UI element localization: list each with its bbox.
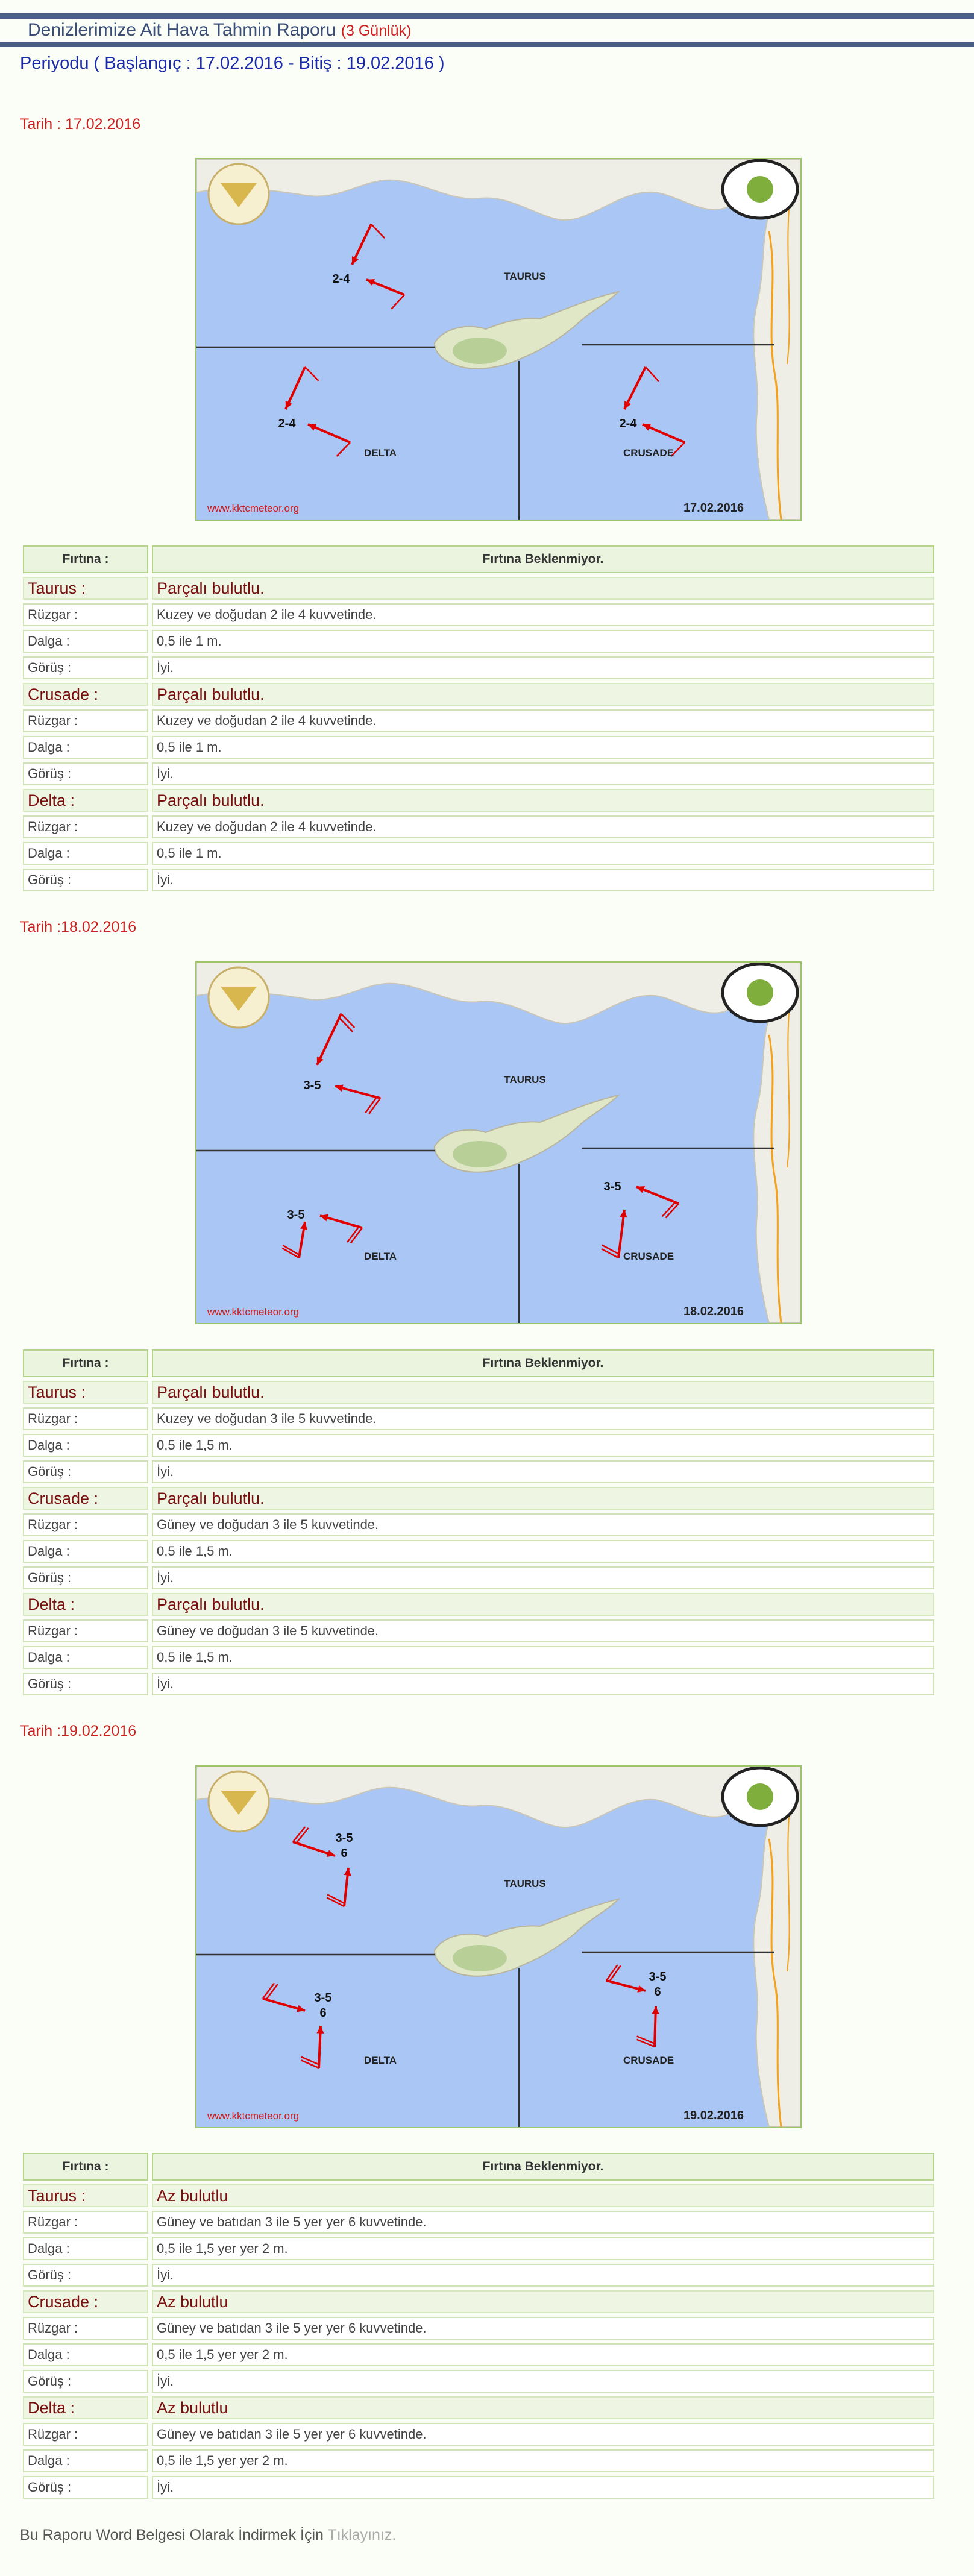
day-date-label: Tarih : 17.02.2016 — [20, 116, 141, 133]
sea-sky: Parçalı bulutlu. — [152, 577, 934, 600]
sea-sky: Parçalı bulutlu. — [152, 1487, 934, 1510]
wave-value: 0,5 ile 1,5 yer yer 2 m. — [152, 2449, 934, 2472]
region-label-taurus: TAURUS — [504, 271, 546, 282]
vis-row — [23, 1460, 934, 1483]
wave-value: 0,5 ile 1,5 m. — [152, 1540, 934, 1563]
wind-row — [23, 603, 934, 626]
map-url: www.kktcmeteor.org — [207, 503, 300, 514]
map-date: 17.02.2016 — [683, 501, 744, 515]
forecast-map — [195, 961, 802, 1324]
wave-row — [23, 2343, 934, 2366]
wind-value: Kuzey ve doğudan 3 ile 5 kuvvetinde. — [152, 1407, 934, 1430]
sea-row — [23, 683, 934, 706]
download-text: Bu Raporu Word Belgesi Olarak İndirmek İçin — [20, 2527, 324, 2543]
wind-value: Kuzey ve doğudan 2 ile 4 kuvvetinde. — [152, 709, 934, 732]
region-label-crusade: CRUSADE — [623, 2055, 674, 2066]
wind-row — [23, 1407, 934, 1430]
forecast-map — [195, 1765, 802, 2128]
map-svg — [196, 159, 800, 520]
force-label: 3-5 — [335, 1832, 353, 1845]
wind-value: Kuzey ve doğudan 2 ile 4 kuvvetinde. — [152, 603, 934, 626]
force-label: 3-5 — [303, 1079, 321, 1092]
force-label: 3-5 — [649, 1970, 667, 1984]
wind-value: Güney ve batıdan 3 ile 5 yer yer 6 kuvvetinde. — [152, 2211, 934, 2234]
gust-label: 6 — [341, 1847, 348, 1860]
region-label-delta: DELTA — [363, 447, 397, 459]
map-url: www.kktcmeteor.org — [207, 2110, 300, 2122]
vis-row — [23, 656, 934, 679]
vis-row — [23, 2264, 934, 2287]
vis-label: Görüş : — [23, 2264, 148, 2287]
vis-row — [23, 762, 934, 785]
wave-row — [23, 1540, 934, 1563]
vis-value: İyi. — [152, 2264, 934, 2287]
sea-sky: Parçalı bulutlu. — [152, 1593, 934, 1616]
wave-label: Dalga : — [23, 1646, 148, 1669]
download-link[interactable]: Tıklayınız. — [327, 2527, 397, 2543]
wave-row — [23, 842, 934, 865]
sea-row — [23, 577, 934, 600]
sea-name: Taurus : — [23, 577, 148, 600]
wind-value: Güney ve batıdan 3 ile 5 yer yer 6 kuvvetinde. — [152, 2317, 934, 2340]
wind-label: Rüzgar : — [23, 1513, 148, 1536]
force-label: 2-4 — [619, 417, 637, 430]
sea-name: Crusade : — [23, 2290, 148, 2313]
map-url: www.kktcmeteor.org — [207, 1306, 300, 1318]
wind-value: Güney ve doğudan 3 ile 5 kuvvetinde. — [152, 1513, 934, 1536]
force-label: 2-4 — [332, 272, 350, 286]
wind-label: Rüzgar : — [23, 2211, 148, 2234]
map-svg — [196, 963, 800, 1323]
vis-label: Görüş : — [23, 656, 148, 679]
region-label-delta: DELTA — [363, 1251, 397, 1262]
region-label-delta: DELTA — [363, 2055, 397, 2066]
map-svg — [196, 1767, 800, 2127]
storm-value: Fırtına Beklenmiyor. — [152, 1349, 934, 1377]
wind-row — [23, 2211, 934, 2234]
page-title — [28, 20, 411, 40]
region-label-taurus: TAURUS — [504, 1074, 546, 1085]
vis-row — [23, 1566, 934, 1589]
storm-row — [23, 545, 934, 573]
sea-sky: Az bulutlu — [152, 2396, 934, 2419]
storm-row — [23, 2153, 934, 2181]
sea-sky: Parçalı bulutlu. — [152, 683, 934, 706]
vis-row — [23, 2476, 934, 2499]
period-text: Periyodu ( Başlangıç : 17.02.2016 - Bitiş : 19.02.2016 ) — [20, 54, 445, 73]
wave-label: Dalga : — [23, 2449, 148, 2472]
vis-label: Görüş : — [23, 1460, 148, 1483]
wind-row — [23, 2317, 934, 2340]
storm-value: Fırtına Beklenmiyor. — [152, 545, 934, 573]
wave-label: Dalga : — [23, 736, 148, 759]
wave-label: Dalga : — [23, 1540, 148, 1563]
vis-label: Görüş : — [23, 1673, 148, 1695]
sea-row — [23, 2184, 934, 2207]
sea-sky: Az bulutlu — [152, 2290, 934, 2313]
storm-label: Fırtına : — [23, 1349, 148, 1377]
vis-label: Görüş : — [23, 2370, 148, 2393]
region-label-taurus: TAURUS — [504, 1878, 546, 1890]
vis-label: Görüş : — [23, 869, 148, 891]
title-rule — [0, 42, 974, 47]
sea-sky: Parçalı bulutlu. — [152, 1381, 934, 1404]
wind-label: Rüzgar : — [23, 815, 148, 838]
sea-row — [23, 2396, 934, 2419]
wave-value: 0,5 ile 1 m. — [152, 736, 934, 759]
vis-label: Görüş : — [23, 2476, 148, 2499]
vis-value: İyi. — [152, 1673, 934, 1695]
wave-row — [23, 1434, 934, 1457]
day-date-label: Tarih :19.02.2016 — [20, 1723, 137, 1739]
wind-value: Kuzey ve doğudan 2 ile 4 kuvvetinde. — [152, 815, 934, 838]
sea-row — [23, 1593, 934, 1616]
vis-value: İyi. — [152, 1460, 934, 1483]
vis-value: İyi. — [152, 2370, 934, 2393]
vis-value: İyi. — [152, 656, 934, 679]
sea-name: Crusade : — [23, 1487, 148, 1510]
force-label: 2-4 — [278, 417, 296, 430]
forecast-map — [195, 158, 802, 521]
vis-label: Görüş : — [23, 762, 148, 785]
storm-row — [23, 1349, 934, 1377]
wave-row — [23, 736, 934, 759]
vis-row — [23, 869, 934, 891]
storm-label: Fırtına : — [23, 2153, 148, 2181]
wind-row — [23, 709, 934, 732]
wind-row — [23, 1619, 934, 1642]
vis-value: İyi. — [152, 2476, 934, 2499]
sea-sky: Az bulutlu — [152, 2184, 934, 2207]
wave-value: 0,5 ile 1 m. — [152, 630, 934, 653]
force-label: 3-5 — [287, 1208, 305, 1222]
vis-value: İyi. — [152, 762, 934, 785]
region-label-crusade: CRUSADE — [623, 447, 674, 459]
storm-label: Fırtına : — [23, 545, 148, 573]
wave-label: Dalga : — [23, 2237, 148, 2260]
vis-value: İyi. — [152, 1566, 934, 1589]
gust-label: 6 — [654, 1985, 661, 1999]
map-date: 19.02.2016 — [683, 2109, 744, 2122]
wind-label: Rüzgar : — [23, 2423, 148, 2446]
wave-value: 0,5 ile 1,5 m. — [152, 1646, 934, 1669]
wind-value: Güney ve doğudan 3 ile 5 kuvvetinde. — [152, 1619, 934, 1642]
sea-name: Crusade : — [23, 683, 148, 706]
sea-name: Taurus : — [23, 2184, 148, 2207]
top-rule — [0, 13, 974, 19]
vis-row — [23, 1673, 934, 1695]
wave-label: Dalga : — [23, 2343, 148, 2366]
force-label: 3-5 — [603, 1180, 621, 1193]
sea-name: Delta : — [23, 789, 148, 812]
page-title-text: Denizlerimize Ait Hava Tahmin Raporu — [28, 20, 336, 40]
sea-row — [23, 1381, 934, 1404]
vis-row — [23, 2370, 934, 2393]
wave-row — [23, 1646, 934, 1669]
download-footer — [20, 2527, 396, 2544]
wind-label: Rüzgar : — [23, 1407, 148, 1430]
storm-value: Fırtına Beklenmiyor. — [152, 2153, 934, 2181]
wave-row — [23, 2237, 934, 2260]
region-label-crusade: CRUSADE — [623, 1251, 674, 1262]
force-label: 3-5 — [314, 1991, 332, 2005]
wave-label: Dalga : — [23, 630, 148, 653]
vis-value: İyi. — [152, 869, 934, 891]
wind-label: Rüzgar : — [23, 603, 148, 626]
wind-label: Rüzgar : — [23, 1619, 148, 1642]
wave-row — [23, 2449, 934, 2472]
wind-row — [23, 2423, 934, 2446]
gust-label: 6 — [319, 2006, 327, 2020]
page-subtitle: (3 Günlük) — [341, 22, 412, 39]
sea-name: Taurus : — [23, 1381, 148, 1404]
wave-label: Dalga : — [23, 1434, 148, 1457]
wave-value: 0,5 ile 1,5 yer yer 2 m. — [152, 2343, 934, 2366]
wind-row — [23, 815, 934, 838]
day-date-label: Tarih :18.02.2016 — [20, 919, 137, 935]
wind-row — [23, 1513, 934, 1536]
wind-value: Güney ve batıdan 3 ile 5 yer yer 6 kuvvetinde. — [152, 2423, 934, 2446]
sea-row — [23, 789, 934, 812]
sea-name: Delta : — [23, 2396, 148, 2419]
sea-row — [23, 2290, 934, 2313]
wave-value: 0,5 ile 1,5 yer yer 2 m. — [152, 2237, 934, 2260]
wave-label: Dalga : — [23, 842, 148, 865]
wind-label: Rüzgar : — [23, 709, 148, 732]
map-date: 18.02.2016 — [683, 1305, 744, 1318]
sea-row — [23, 1487, 934, 1510]
wind-label: Rüzgar : — [23, 2317, 148, 2340]
wave-value: 0,5 ile 1,5 m. — [152, 1434, 934, 1457]
wave-row — [23, 630, 934, 653]
vis-label: Görüş : — [23, 1566, 148, 1589]
sea-sky: Parçalı bulutlu. — [152, 789, 934, 812]
sea-name: Delta : — [23, 1593, 148, 1616]
wave-value: 0,5 ile 1 m. — [152, 842, 934, 865]
